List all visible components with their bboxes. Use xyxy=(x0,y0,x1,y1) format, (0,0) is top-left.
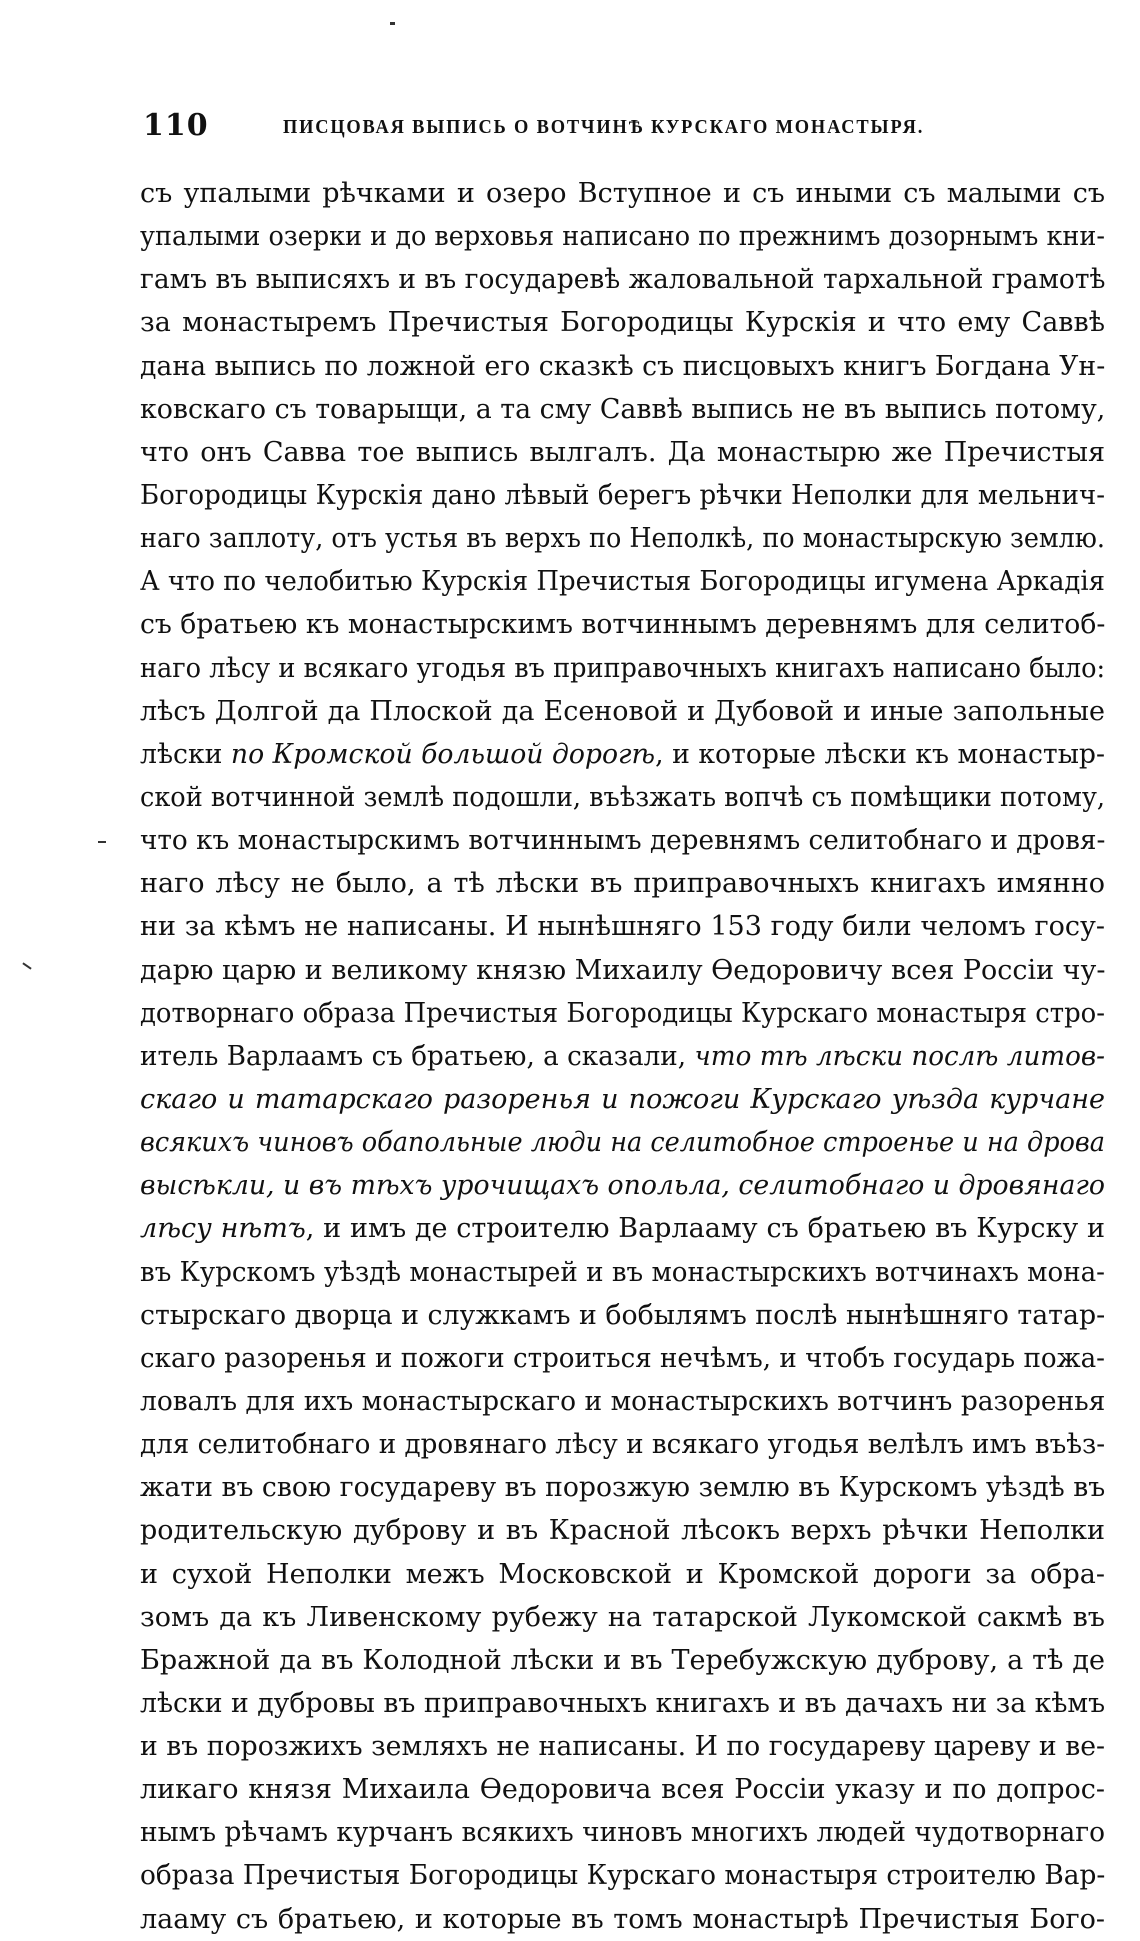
text-line xyxy=(140,1337,1105,1380)
text-line xyxy=(140,1121,1105,1164)
text-segment: съ упалыми рѣчками и озеро Вступное и съ иными съ малыми съ xyxy=(140,178,1105,209)
text-line xyxy=(140,1639,1105,1682)
page-header xyxy=(143,108,1103,148)
text-line xyxy=(140,1294,1105,1337)
text-segment: наго заплоту, отъ устья въ верхъ по Неполкѣ, по монастырскую землю. xyxy=(140,523,1105,555)
text-segment: дотворнаго образа Пречистыя Богородицы Курскаго монастыря стро- xyxy=(140,997,1105,1029)
text-segment: лааму съ братьею, и которые въ томъ монастырѣ Пречистыя Бого- xyxy=(140,1903,1105,1935)
print-speck xyxy=(390,22,395,25)
text-line xyxy=(140,1553,1105,1596)
text-segment: для селитобнаго и дровянаго лѣсу и всякаго угодья велѣлъ имъ въѣз- xyxy=(140,1429,1105,1461)
text-segment: за монастыремъ Пречистыя Богородицы Курскія и что ему Саввѣ xyxy=(140,307,1105,339)
text-line xyxy=(140,949,1105,992)
text-segment: Бражной да въ Колодной лѣски и въ Теребужскую дуброву, а тѣ де xyxy=(140,1644,1105,1676)
text-segment: образа Пречистыя Богородицы Курскаго монастыря строителю Вар- xyxy=(140,1860,1105,1892)
italic-segment: всякихъ чиновъ обапольные люди на селитобное строенье и на дрова xyxy=(140,1127,1105,1159)
text-line xyxy=(140,1078,1105,1121)
page-number: 110 xyxy=(143,108,209,143)
text-line xyxy=(140,862,1105,905)
text-line xyxy=(140,345,1105,388)
running-title: ПИСЦОВАЯ ВЫПИСЬ О ВОТЧИНѢ КУРСКАГО МОНАСТЫРЯ. xyxy=(283,116,925,138)
text-segment: лѣски и дубровы въ приправочныхъ книгахъ и въ дачахъ ни за кѣмъ xyxy=(140,1687,1105,1719)
text-line xyxy=(140,690,1105,733)
text-segment: лѣски xyxy=(140,738,231,770)
text-segment: наго лѣсу и всякаго угодья въ приправочныхъ книгахъ написано было: xyxy=(140,652,1105,684)
text-line xyxy=(140,1725,1105,1768)
text-segment: наго лѣсу не было, а тѣ лѣски въ приправочныхъ книгахъ имянно xyxy=(140,868,1105,900)
text-line xyxy=(140,1207,1105,1250)
text-line xyxy=(140,1768,1105,1811)
text-line xyxy=(140,819,1105,862)
text-line xyxy=(140,992,1105,1035)
text-segment: ни за кѣмъ не написаны. И нынѣшняго 153 году били челомъ госу- xyxy=(140,911,1105,943)
text-line xyxy=(140,1251,1105,1294)
text-line xyxy=(140,388,1105,431)
text-segment: ковскаго съ товарыщи, а та сму Саввѣ выпись не въ выпись потому, xyxy=(140,393,1105,425)
text-segment: жати въ свою государеву въ порозжую землю въ Курскомъ уѣздѣ въ xyxy=(140,1472,1105,1504)
text-line xyxy=(140,301,1105,344)
text-segment: , и которые лѣски къ монастыр- xyxy=(655,738,1105,770)
text-segment: скаго разоренья и пожоги строиться нечѣмъ, и чтобъ государь пожа- xyxy=(140,1342,1105,1374)
text-line xyxy=(140,431,1105,474)
text-line xyxy=(140,905,1105,948)
text-segment: нымъ рѣчамъ курчанъ всякихъ чиновъ многихъ людей чудотворнаго xyxy=(140,1817,1105,1849)
text-segment: упалыми озерки и до верховья написано по прежнимъ дозорнымъ кни- xyxy=(140,221,1105,253)
text-segment: итель Варлаамъ съ братьею, а сказали, xyxy=(140,1040,695,1072)
text-line xyxy=(140,172,1105,215)
text-segment: что къ монастырскимъ вотчиннымъ деревнямъ селитобнаго и дровя- xyxy=(140,825,1105,857)
text-line xyxy=(140,474,1105,517)
text-segment: стырскаго дворца и служкамъ и бобылямъ послѣ нынѣшняго татар- xyxy=(140,1299,1105,1331)
text-segment: дана выпись по ложной его сказкѣ съ писцовыхъ книгъ Богдана Ун- xyxy=(140,350,1105,382)
text-segment: съ братьею къ монастырскимъ вотчиннымъ деревнямъ для селитоб- xyxy=(140,609,1105,641)
text-segment: гамъ въ выписяхъ и въ государевѣ жаловальной тархальной грамотѣ xyxy=(140,264,1105,296)
text-line xyxy=(140,1423,1105,1466)
text-line xyxy=(140,1898,1105,1941)
text-line xyxy=(140,1380,1105,1423)
text-line xyxy=(140,733,1105,776)
text-line xyxy=(140,1164,1105,1207)
text-segment: , и имъ де строителю Варлааму съ братьею въ Курску и xyxy=(305,1213,1105,1245)
text-segment: родительскую дуброву и въ Красной лѣсокъ верхъ рѣчки Неполки xyxy=(140,1515,1105,1547)
text-segment: и сухой Неполки межъ Московской и Кромской дороги за обра- xyxy=(140,1558,1105,1590)
text-line xyxy=(140,560,1105,603)
text-segment: лѣсъ Долгой да Плоской да Есеновой и Дубовой и иные запольные xyxy=(140,695,1105,727)
print-speck xyxy=(22,962,31,969)
text-segment: зомъ да къ Ливенскому рубежу на татарской Лукомской сакмѣ въ xyxy=(140,1601,1105,1633)
text-line xyxy=(140,603,1105,646)
print-speck xyxy=(98,841,106,843)
text-line xyxy=(140,517,1105,560)
text-line xyxy=(140,776,1105,819)
text-segment: въ Курскомъ уѣздѣ монастырей и въ монастырскихъ вотчинахъ мона- xyxy=(140,1256,1105,1288)
text-line xyxy=(140,647,1105,690)
text-line xyxy=(140,1509,1105,1552)
text-segment: А что по челобитью Курскія Пречистыя Богородицы игумена Аркадія xyxy=(140,566,1105,598)
text-line xyxy=(140,1596,1105,1639)
text-segment: и въ порозжихъ земляхъ не написаны. И по государеву цареву и ве- xyxy=(140,1731,1105,1763)
italic-segment: что тѣ лѣски послѣ литов- xyxy=(694,1040,1105,1072)
italic-segment: по Кромской большой дорогѣ xyxy=(230,738,656,770)
text-line xyxy=(140,1035,1105,1078)
text-segment: ловалъ для ихъ монастырскаго и монастырскихъ вотчинъ разоренья xyxy=(140,1385,1105,1417)
text-line xyxy=(140,1854,1105,1897)
body-text xyxy=(140,172,1105,1941)
italic-segment: лѣсу нѣтъ xyxy=(140,1213,306,1245)
italic-segment: высѣкли, и въ тѣхъ урочищахъ опольла, селитобнаго и дровянаго xyxy=(140,1170,1105,1202)
text-line xyxy=(140,1811,1105,1854)
text-line xyxy=(140,258,1105,301)
text-segment: Богородицы Курскія дано лѣвый берегъ рѣчки Неполки для мельнич- xyxy=(140,479,1105,511)
text-line xyxy=(140,1682,1105,1725)
text-line xyxy=(140,1466,1105,1509)
text-segment: ской вотчинной землѣ подошли, въѣзжать вопчѣ съ помѣщики потому, xyxy=(140,781,1105,813)
text-segment: дарю царю и великому князю Михаилу Ѳедоровичу всея Россіи чу- xyxy=(140,954,1105,986)
text-line xyxy=(140,215,1105,258)
text-segment: что онъ Савва тое выпись вылгалъ. Да монастырю же Пречистыя xyxy=(140,436,1105,468)
italic-segment: скаго и татарскаго разоренья и пожоги Курскаго уѣзда курчане xyxy=(140,1083,1105,1115)
text-segment: ликаго князя Михаила Ѳедоровича всея Россіи указу и по допрос- xyxy=(140,1774,1105,1806)
